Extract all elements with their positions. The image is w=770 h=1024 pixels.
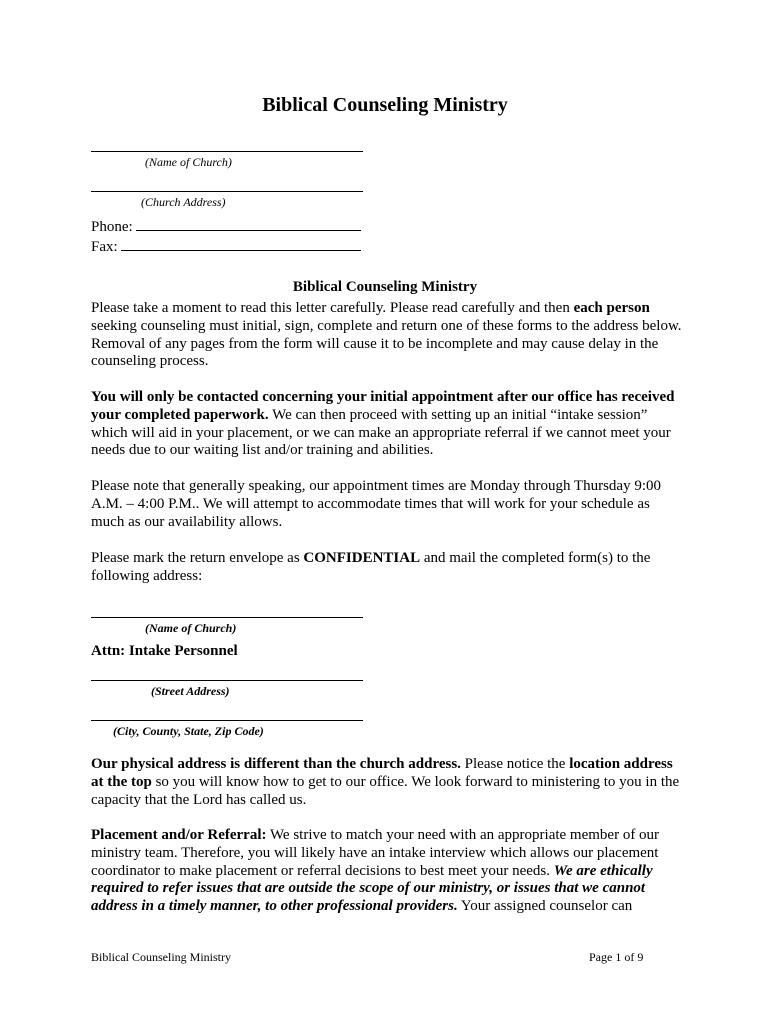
p2-text-bold: You will only be contacted concerning your initial appointment after our office has received your completed paperwork. [91, 389, 675, 423]
church-address-line[interactable] [91, 191, 363, 192]
mailing-church-caption: (Name of Church) [145, 621, 237, 635]
p6-text-b: We strive to match your need with an appropriate member of our ministry team. Therefore, you will likely have an intake interview which allows our placement coordinator to make placement or referral decisions to best meet your needs. [91, 827, 660, 879]
p6-text-d: Your assigned counselor can [457, 898, 633, 915]
p4-text-c: and mail the completed form(s) to the following address: [91, 550, 651, 584]
p6-text-bold-a: Placement and/or Referral: [91, 827, 267, 843]
mailing-church-line[interactable] [91, 617, 363, 618]
p5-text-d: so you will know how to get to our office. We look forward to ministering to you in the capacity that the Lord has called us. [91, 773, 680, 808]
paragraph-placement [91, 827, 685, 916]
church-address-caption: (Church Address) [141, 195, 226, 209]
footer-page-number: Page 1 of 9 [589, 950, 644, 964]
p4-text-a: Please mark the return envelope as [91, 550, 304, 566]
paragraph-appointment-times: Please note that generally speaking, our appointment times are Monday through Thursday 9:00 A.M. – 4:00 P.M.. We will attempt to accommodate times that will work for your schedule as much as our availability allows. [91, 478, 662, 530]
p5-text-bold-c: location address at the top [91, 756, 673, 790]
phone-field [91, 218, 361, 236]
p5-text-bold-a: Our physical address is different than the church address. [91, 756, 461, 772]
paragraph-physical-address [91, 756, 685, 809]
p5-text-b: Please notice the [460, 756, 570, 772]
footer-title: Biblical Counseling Ministry [91, 950, 231, 964]
p2-text-b: We can then proceed with setting up an initial “intake session” which will aid in your placement, or we can make an appropriate referral if we cannot meet your needs due to our waiting list and/or training and abilities. [91, 406, 671, 459]
paragraph-instructions [91, 300, 685, 371]
name-of-church-line[interactable] [91, 151, 363, 152]
attn-line: Attn: Intake Personnel [91, 643, 238, 659]
phone-line[interactable] [136, 218, 361, 231]
fax-line[interactable] [121, 238, 361, 251]
page-title: Biblical Counseling Ministry [262, 94, 508, 116]
city-caption: (City, County, State, Zip Code) [113, 724, 264, 738]
fax-label: Fax: [91, 239, 118, 255]
paragraph-mailing [91, 550, 685, 586]
phone-label: Phone: [91, 219, 133, 235]
street-address-line[interactable] [91, 680, 363, 681]
fax-field [91, 238, 361, 256]
section-heading: Biblical Counseling Ministry [292, 279, 478, 295]
city-line[interactable] [91, 720, 363, 721]
p4-text-bold: CONFIDENTIAL [303, 550, 421, 566]
paragraph-contact [91, 389, 685, 460]
name-of-church-caption: (Name of Church) [145, 155, 232, 169]
street-address-caption: (Street Address) [151, 684, 230, 698]
p6-text-bold-italic: We are ethically required to refer issues that are outside the scope of our ministry, or issues that we cannot address in a timely manner, to other professional providers. [91, 862, 653, 915]
p1-text-bold: each person [573, 300, 650, 316]
p1-text-a: Please take a moment to read this letter carefully. Please read carefully and then [91, 300, 574, 316]
p1-text-c: seeking counseling must initial, sign, complete and return one of these forms to the address below. Removal of any pages from the form will cause it to be incomplete and may cause delay in the counseling process. [91, 317, 682, 370]
